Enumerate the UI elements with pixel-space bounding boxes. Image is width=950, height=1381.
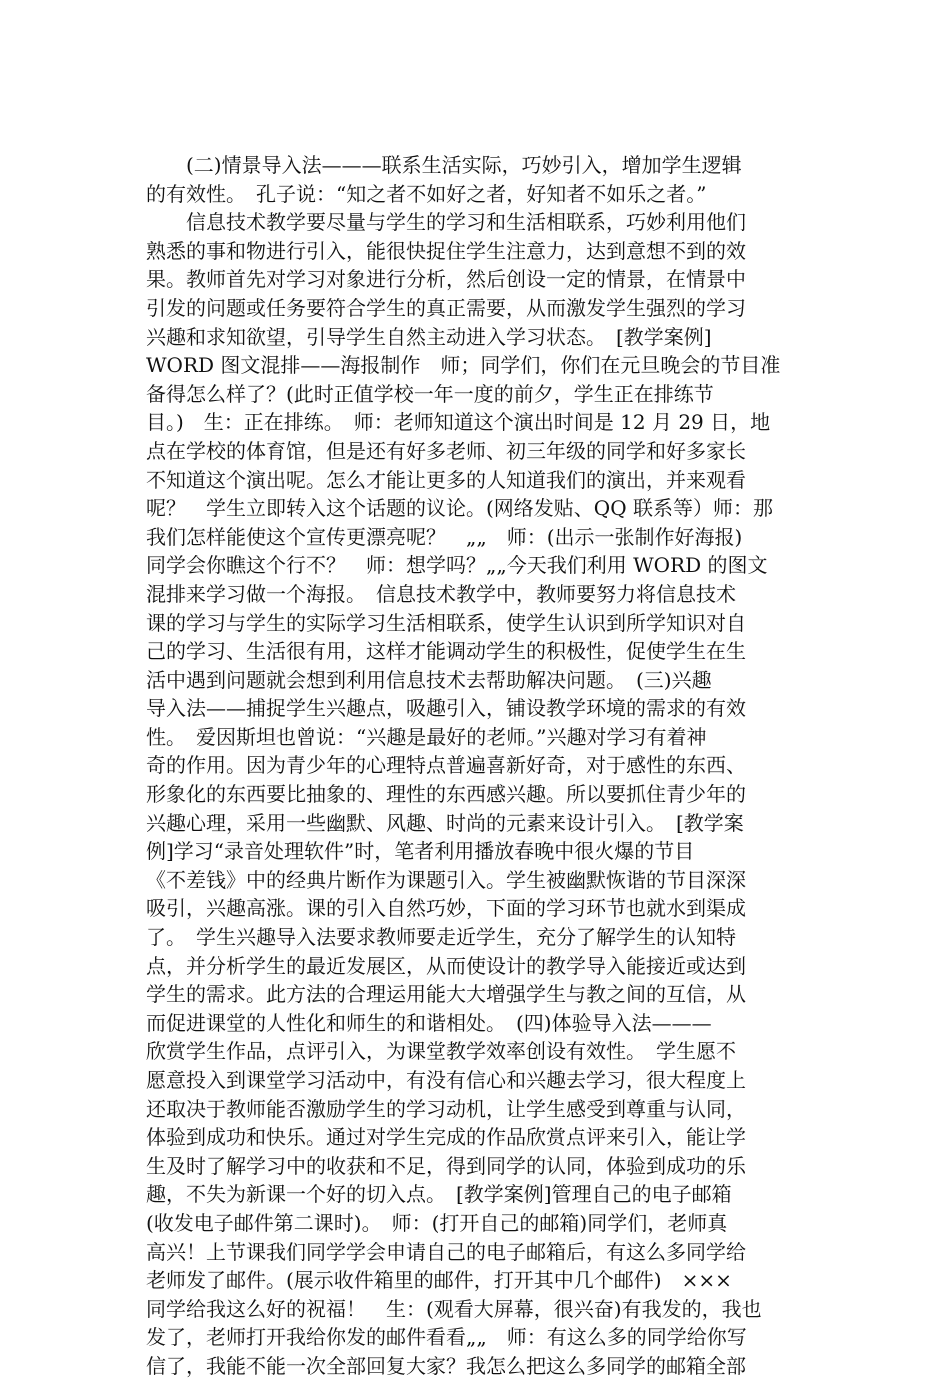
text-line: 熟悉的事和物进行引入，能很快捉住学生注意力，达到意想不到的效 (146, 238, 746, 263)
text-line: 高兴！上节课我们同学学会申请自己的电子邮箱后，有这么多同学给 (146, 1239, 746, 1264)
text-line: 不知道这个演出呢。怎么才能让更多的人知道我们的演出，并来观看 (146, 467, 746, 492)
text-line: 活中遇到问题就会想到利用信息技术去帮助解决问题。 (三)兴趣 (146, 667, 712, 692)
text-line: 备得怎么样了？(此时正值学校一年一度的前夕，学生正在排练节 (146, 381, 714, 406)
text-line: 欣赏学生作品，点评引入，为课堂教学效率创设有效性。 学生愿不 (146, 1039, 736, 1064)
text-line: 了。 学生兴趣导入法要求教师要走近学生，充分了解学生的认知特 (146, 925, 736, 950)
text-line: 发了，老师打开我给你发的邮件看看„„ 师：有这么多的同学给你写 (146, 1325, 747, 1350)
text-line: 我们怎样能使这个宣传更漂亮呢？ „„ 师：(出示一张制作好海报) (146, 524, 743, 549)
text-line: WORD 图文混排——海报制作 师；同学们，你们在元旦晚会的节目准 (146, 353, 781, 378)
text-line: 学生的需求。此方法的合理运用能大大增强学生与教之间的互信，从 (146, 982, 746, 1007)
text-line: 同学给我这么好的祝福！ 生：(观看大屏幕，很兴奋)有我发的，我也 (146, 1296, 762, 1321)
text-line: 己的学习、生活很有用，这样才能调动学生的积极性，促使学生在生 (146, 639, 746, 664)
text-line: 性。 爱因斯坦也曾说：“兴趣是最好的老师。”兴趣对学习有着神 (146, 724, 707, 749)
text-line: 愿意投入到课堂学习活动中，有没有信心和兴趣去学习，很大程度上 (146, 1068, 746, 1092)
text-line: 目。) 生：正在排练。 师：老师知道这个演出时间是 12 月 29 日，地 (146, 410, 771, 435)
text-line: 引发的问题或任务要符合学生的真正需要，从而激发学生强烈的学习 (146, 295, 746, 320)
text-line: 形象化的东西要比抽象的、理性的东西感兴趣。所以要抓住青少年的 (146, 782, 746, 807)
text-line: 果。教师首先对学习对象进行分析，然后创设一定的情景，在情景中 (146, 267, 746, 292)
text-line: 兴趣和求知欲望，引导学生自然主动进入学习状态。 [教学案例] (146, 324, 712, 349)
text-line: (二)情景导入法———联系生活实际，巧妙引入，增加学生逻辑 (146, 153, 742, 177)
text-line: 生及时了解学习中的收获和不足，得到同学的认同，体验到成功的乐 (146, 1153, 746, 1178)
text-line: 趣，不失为新课一个好的切入点。 [教学案例]管理自己的电子邮箱 (146, 1182, 732, 1207)
text-line: 兴趣心理，采用一些幽默、风趣、时尚的元素来设计引入。 [教学案 (146, 810, 744, 835)
text-line: 课的学习与学生的实际学习生活相联系，使学生认识到所学知识对自 (146, 610, 746, 635)
text-line: 混排来学习做一个海报。 信息技术教学中，教师要努力将信息技术 (146, 581, 736, 606)
text-line: (收发电子邮件第二课时)。 师：(打开自己的邮箱)同学们，老师真 (146, 1210, 728, 1235)
text-line: 老师发了邮件。(展示收件箱里的邮件，打开其中几个邮件) ××× (146, 1268, 732, 1293)
text-line: 奇的作用。因为青少年的心理特点普遍喜新好奇，对于感性的东西、 (146, 753, 746, 778)
text-line: 而促进课堂的人性化和师生的和谐相处。 (四)体验导入法——— (146, 1010, 712, 1035)
text-line: 信息技术教学要尽量与学生的学习和生活相联系，巧妙利用他们 (146, 210, 746, 235)
text-line: 体验到成功和快乐。通过对学生完成的作品欣赏点评来引入，能让学 (146, 1125, 746, 1150)
text-line: 点，并分析学生的最近发展区，从而使设计的教学导入能接近或达到 (146, 953, 746, 978)
text-line: 还取决于教师能否激励学生的学习动机，让学生感受到尊重与认同， (146, 1096, 746, 1121)
text-line: 例]学习“录音处理软件”时，笔者利用播放春晚中很火爆的节目 (146, 839, 695, 864)
text-line: 导入法——捕捉学生兴趣点，吸趣引入，铺设教学环境的需求的有效 (146, 696, 746, 721)
text-line: 信了，我能不能一次全部回复大家？我怎么把这么多同学的邮箱全部 (146, 1353, 746, 1378)
text-line: 点在学校的体育馆，但是还有好多老师、初三年级的同学和好多家长 (146, 438, 746, 463)
text-line: 呢？ 学生立即转入这个话题的议论。(网络发贴、QQ 联系等）师：那 (146, 496, 773, 521)
text-line: 吸引，兴趣高涨。课的引入自然巧妙，下面的学习环节也就水到渠成 (146, 896, 746, 921)
text-line: 同学会你瞧这个行不？ 师：想学吗？„„今天我们利用 WORD 的图文 (146, 553, 768, 578)
text-line: 《不差钱》中的经典片断作为课题引入。学生被幽默恢谐的节目深深 (146, 867, 746, 892)
document-body (146, 151, 806, 1381)
text-line: 的有效性。 孔子说：“知之者不如好之者，好知者不如乐之者。” (146, 181, 707, 206)
